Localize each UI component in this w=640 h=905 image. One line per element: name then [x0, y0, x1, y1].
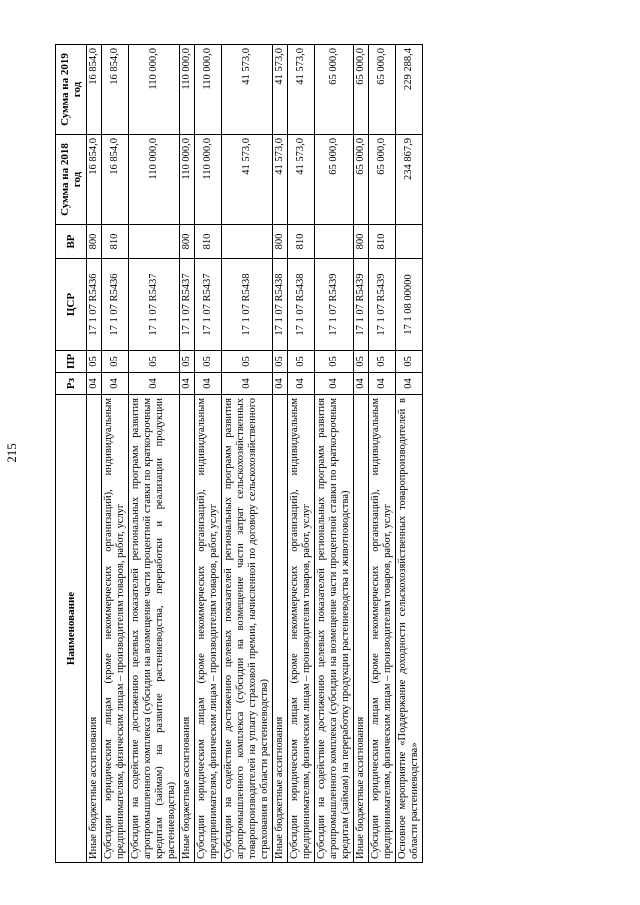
cell-sum-2018: 65 000,0: [369, 135, 396, 225]
cell-rz: 04: [195, 373, 222, 395]
cell-vr: [129, 225, 180, 259]
cell-pr: 05: [87, 351, 102, 373]
cell-vr: [315, 225, 354, 259]
cell-rz: 04: [102, 373, 129, 395]
table-row: [396, 45, 423, 863]
cell-sum-2018: 41 573,0: [222, 135, 273, 225]
cell-sum-2019: 16 854,0: [87, 45, 102, 135]
table-header-row: [56, 45, 87, 863]
cell-name: Субсидии юридическим лицам (кроме некоммерческих организаций), индивидуальным предпринимателям, физическим лицам – производителям товаров, работ, услуг: [195, 395, 222, 863]
table-row: [273, 45, 288, 863]
cell-vr: 800: [273, 225, 288, 259]
cell-sum-2019: 110 000,0: [180, 45, 195, 135]
cell-name: Иные бюджетные ассигнования: [273, 395, 288, 863]
cell-sum-2018: 65 000,0: [354, 135, 369, 225]
cell-sum-2018: 16 854,0: [87, 135, 102, 225]
cell-vr: [396, 225, 423, 259]
cell-sum-2018: 110 000,0: [195, 135, 222, 225]
cell-name: Иные бюджетные ассигнования: [180, 395, 195, 863]
header-sum-2019: Сумма на 2019 год: [56, 45, 87, 135]
cell-sum-2018: 65 000,0: [315, 135, 354, 225]
cell-rz: 04: [369, 373, 396, 395]
cell-vr: 810: [369, 225, 396, 259]
header-sum-2018: Сумма на 2018 год: [56, 135, 87, 225]
cell-pr: 05: [315, 351, 354, 373]
page-number-area: [0, 0, 24, 905]
cell-csr: 17 1 07 R5436: [87, 259, 102, 351]
table-row: [129, 45, 180, 863]
cell-rz: 04: [288, 373, 315, 395]
cell-rz: 04: [273, 373, 288, 395]
cell-vr: 800: [180, 225, 195, 259]
table-row: [315, 45, 354, 863]
cell-sum-2019: 65 000,0: [315, 45, 354, 135]
cell-pr: 05: [369, 351, 396, 373]
cell-sum-2019: 41 573,0: [222, 45, 273, 135]
cell-pr: 05: [195, 351, 222, 373]
cell-pr: 05: [129, 351, 180, 373]
table-body: [87, 45, 423, 863]
cell-name: Иные бюджетные ассигнования: [354, 395, 369, 863]
table-row: [222, 45, 273, 863]
table-row: [180, 45, 195, 863]
cell-pr: 05: [222, 351, 273, 373]
cell-pr: 05: [102, 351, 129, 373]
cell-sum-2019: 41 573,0: [273, 45, 288, 135]
cell-csr: 17 1 08 00000: [396, 259, 423, 351]
header-name: Наименование: [56, 395, 87, 863]
cell-csr: 17 1 07 R5437: [129, 259, 180, 351]
cell-name: Субсидии юридическим лицам (кроме некоммерческих организаций), индивидуальным предпринимателям, физическим лицам – производителям товаров, работ, услуг: [102, 395, 129, 863]
header-rz: Рз: [56, 373, 87, 395]
cell-rz: 04: [396, 373, 423, 395]
cell-rz: 04: [180, 373, 195, 395]
cell-name: Субсидии юридическим лицам (кроме некоммерческих организаций), индивидуальным предпринимателям, физическим лицам – производителям товаров, работ, услуг: [288, 395, 315, 863]
cell-sum-2019: 110 000,0: [129, 45, 180, 135]
cell-sum-2018: 234 867,9: [396, 135, 423, 225]
cell-sum-2018: 110 000,0: [129, 135, 180, 225]
cell-pr: 05: [288, 351, 315, 373]
cell-sum-2019: 65 000,0: [369, 45, 396, 135]
table-row: [195, 45, 222, 863]
cell-vr: 810: [288, 225, 315, 259]
table-row: [369, 45, 396, 863]
cell-pr: 05: [354, 351, 369, 373]
cell-csr: 17 1 07 R5438: [288, 259, 315, 351]
cell-sum-2019: 65 000,0: [354, 45, 369, 135]
cell-name: Иные бюджетные ассигнования: [87, 395, 102, 863]
cell-csr: 17 1 07 R5439: [354, 259, 369, 351]
cell-rz: 04: [222, 373, 273, 395]
table-row: [288, 45, 315, 863]
cell-sum-2019: 41 573,0: [288, 45, 315, 135]
cell-vr: 800: [354, 225, 369, 259]
cell-rz: 04: [315, 373, 354, 395]
table-row: [87, 45, 102, 863]
cell-name: Субсидии юридическим лицам (кроме некоммерческих организаций), индивидуальным предпринимателям, физическим лицам – производителям товаров, работ, услуг: [369, 395, 396, 863]
table-row: [102, 45, 129, 863]
cell-csr: 17 1 07 R5438: [222, 259, 273, 351]
cell-pr: 05: [180, 351, 195, 373]
budget-table: [55, 44, 423, 863]
cell-csr: 17 1 07 R5437: [195, 259, 222, 351]
cell-csr: 17 1 07 R5437: [180, 259, 195, 351]
cell-sum-2019: 16 854,0: [102, 45, 129, 135]
cell-sum-2018: 41 573,0: [288, 135, 315, 225]
cell-pr: 05: [396, 351, 423, 373]
cell-vr: 810: [102, 225, 129, 259]
table-row: [354, 45, 369, 863]
cell-sum-2018: 110 000,0: [180, 135, 195, 225]
rotated-table-frame: [55, 45, 570, 863]
cell-name: Субсидии на содействие достижению целевых показателей региональных программ развития агропромышленного комплекса (субсидии на возмещение части процентной ставки по краткосрочным кредитам (займам) на развитие растениеводства, переработки и реализации продукции растениеводства): [129, 395, 180, 863]
cell-rz: 04: [354, 373, 369, 395]
cell-sum-2018: 16 854,0: [102, 135, 129, 225]
budget-table-container: [55, 45, 570, 863]
cell-rz: 04: [129, 373, 180, 395]
cell-name: Основное мероприятие «Поддержание доходности сельскохозяйственных товаропроизводителей в области растениеводства»: [396, 395, 423, 863]
cell-sum-2019: 229 288,4: [396, 45, 423, 135]
cell-csr: 17 1 07 R5438: [273, 259, 288, 351]
header-vr: ВР: [56, 225, 87, 259]
page-number: 215: [4, 442, 19, 463]
cell-vr: 800: [87, 225, 102, 259]
header-csr: ЦСР: [56, 259, 87, 351]
cell-name: Субсидии на содействие достижению целевых показателей региональных программ развития агропромышленного комплекса (субсидии на возмещение части процентной ставки по краткосрочным кредитам (займам) на переработку продукции растениеводства и животноводства): [315, 395, 354, 863]
cell-name: Субсидии на содействие достижению целевых показателей региональных программ развития агропромышленного комплекса (субсидии на возмещение части затрат сельскохозяйственных товаропроизводителей на уплату страховой премии, начисленной по договору сельскохозяйственного страхования в области растениеводства): [222, 395, 273, 863]
cell-rz: 04: [87, 373, 102, 395]
cell-csr: 17 1 07 R5439: [369, 259, 396, 351]
header-pr: ПР: [56, 351, 87, 373]
cell-csr: 17 1 07 R5436: [102, 259, 129, 351]
cell-vr: 810: [195, 225, 222, 259]
cell-sum-2018: 41 573,0: [273, 135, 288, 225]
cell-vr: [222, 225, 273, 259]
cell-csr: 17 1 07 R5439: [315, 259, 354, 351]
cell-sum-2019: 110 000,0: [195, 45, 222, 135]
cell-pr: 05: [273, 351, 288, 373]
